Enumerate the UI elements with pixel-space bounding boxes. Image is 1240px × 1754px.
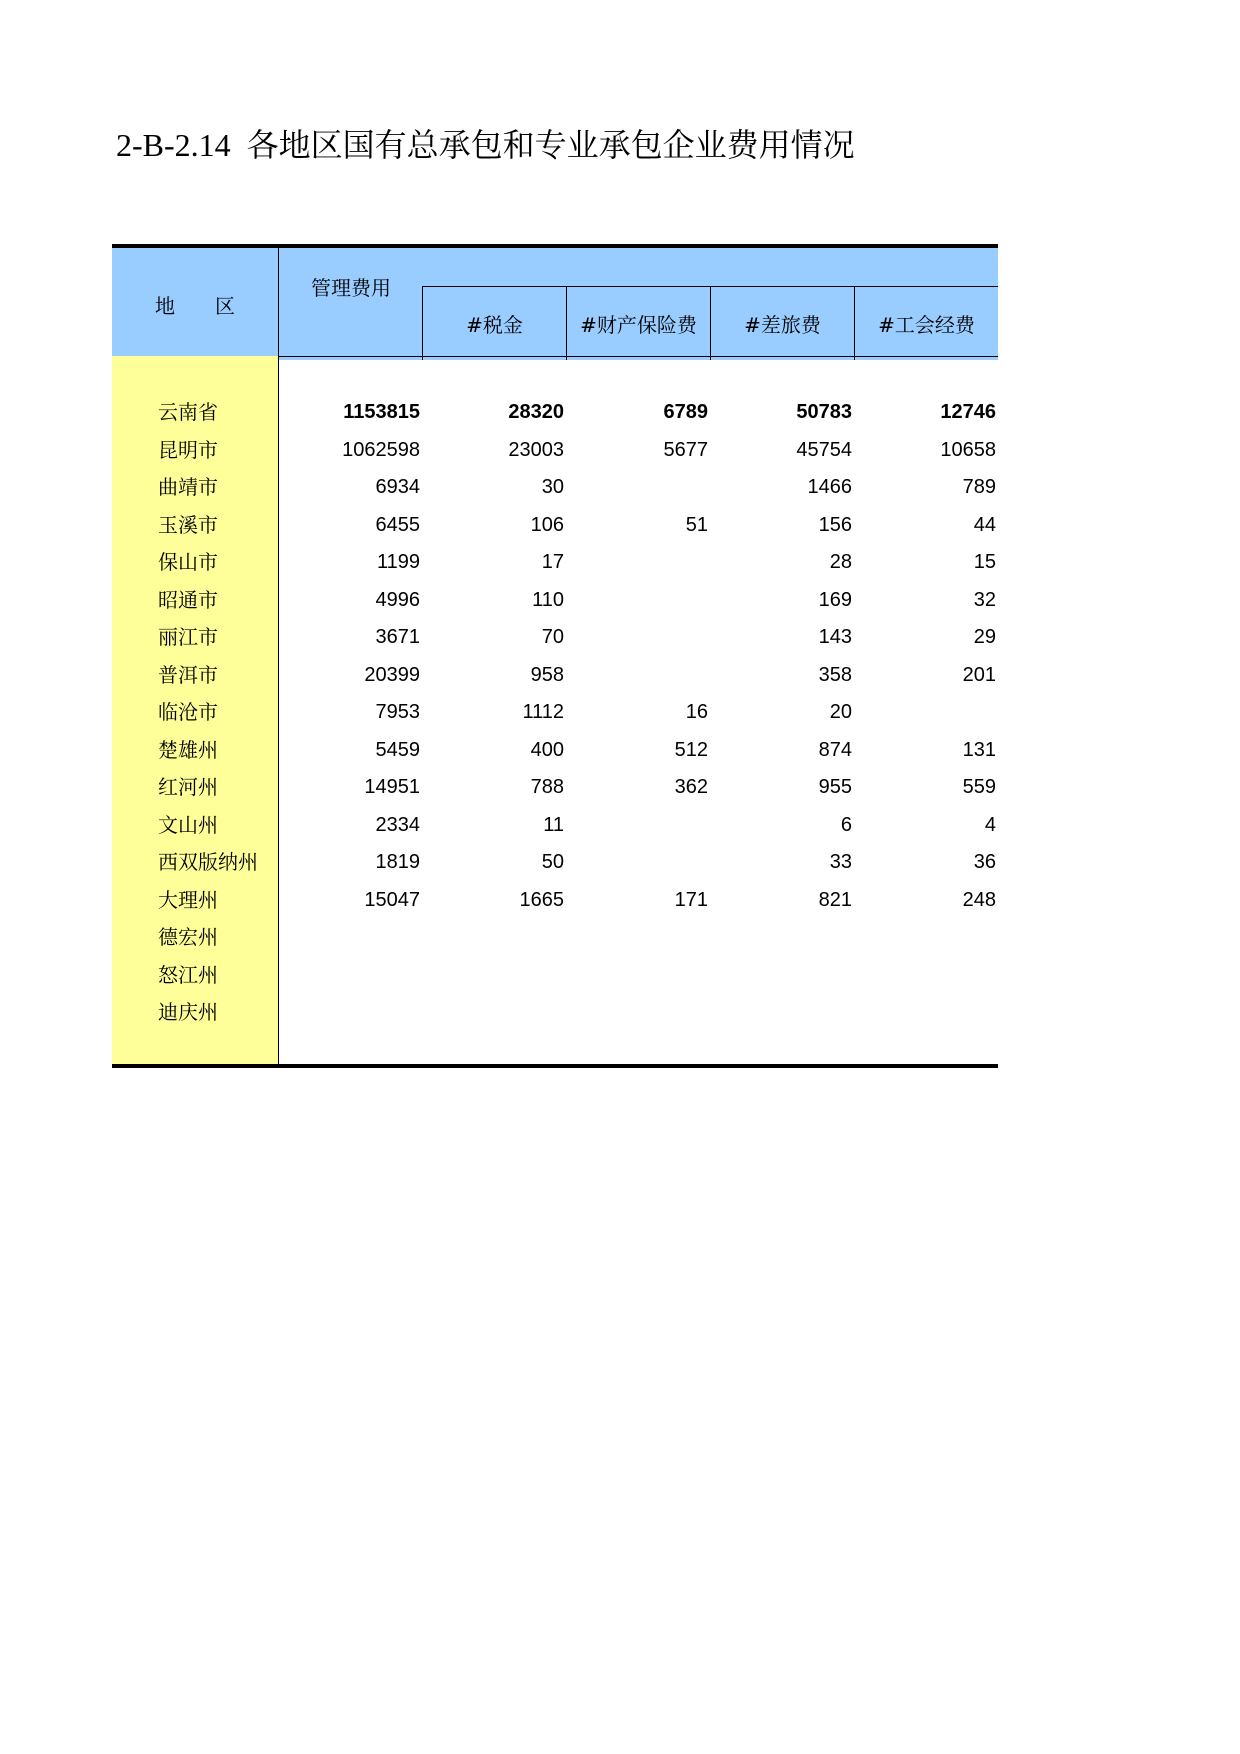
- row-value: 44: [973, 513, 996, 536]
- row-region: 普洱市: [158, 662, 218, 687]
- row-value: 23003: [508, 438, 564, 461]
- table-row: [112, 544, 998, 581]
- row-region: 昭通市: [158, 587, 218, 612]
- table-row: [112, 582, 998, 619]
- header-region: 地 区: [155, 293, 235, 318]
- row-value: 1466: [807, 476, 852, 498]
- table-row: [112, 882, 998, 919]
- row-region: 德宏州: [158, 925, 218, 949]
- table-row: [112, 957, 998, 994]
- row-region: 红河州: [158, 775, 218, 799]
- row-value: 5459: [375, 738, 420, 761]
- row-value: [568, 582, 708, 619]
- row-value: 958: [530, 663, 564, 686]
- row-value: 955: [818, 776, 852, 798]
- row-region: 楚雄州: [158, 737, 218, 762]
- table-row: [112, 432, 998, 469]
- table-row: [112, 619, 998, 656]
- table-row: [112, 844, 998, 881]
- table-header: [112, 244, 998, 360]
- row-value: [856, 919, 996, 956]
- table-row: [112, 469, 998, 506]
- row-value: 17: [541, 551, 564, 573]
- row-value: 6455: [375, 513, 420, 536]
- table-row: [112, 994, 998, 1031]
- row-value: 29: [973, 626, 996, 648]
- row-value: 20399: [364, 663, 420, 686]
- row-value: 156: [818, 513, 852, 536]
- row-value: [856, 994, 996, 1031]
- row-region: 怒江州: [158, 962, 218, 987]
- row-value: 3671: [375, 626, 420, 648]
- row-value: 874: [818, 738, 852, 761]
- row-value: 4: [984, 813, 996, 836]
- table-code: 2-B-2.14: [116, 127, 231, 163]
- row-value: 2334: [375, 813, 420, 836]
- row-value: [568, 807, 708, 844]
- row-value: [568, 844, 708, 881]
- row-value: 4996: [375, 588, 420, 611]
- row-value: [568, 994, 708, 1031]
- row-value: [568, 469, 708, 506]
- row-region: 临沧市: [158, 700, 218, 724]
- row-value: 1062598: [342, 438, 420, 461]
- row-value: 358: [818, 663, 852, 686]
- row-value: 169: [818, 588, 852, 611]
- row-region: 昆明市: [158, 437, 218, 462]
- page-title: [116, 120, 855, 170]
- row-value: [712, 957, 852, 994]
- row-region: 西双版纳州: [158, 850, 258, 874]
- row-value: 32: [973, 588, 996, 611]
- row-value: 10658: [940, 438, 996, 461]
- row-value: 36: [973, 851, 996, 873]
- row-region: 云南省: [158, 400, 218, 424]
- row-value: 1153815: [343, 401, 420, 423]
- row-value: 400: [530, 738, 564, 761]
- row-value: 1112: [522, 701, 564, 723]
- row-value: 1199: [376, 551, 420, 573]
- row-value: [280, 957, 420, 994]
- row-value: 248: [962, 888, 996, 911]
- row-value: 821: [818, 888, 852, 911]
- row-value: 12746: [940, 401, 996, 423]
- row-value: 28: [829, 551, 852, 573]
- row-value: [280, 919, 420, 956]
- table-row: [112, 769, 998, 806]
- row-value: [568, 657, 708, 694]
- table-title-text: 各地区国有总承包和专业承包企业费用情况: [246, 126, 855, 164]
- row-value: 51: [685, 513, 708, 536]
- row-region: 丽江市: [158, 625, 218, 649]
- table-row: [112, 732, 998, 769]
- row-value: [712, 919, 852, 956]
- row-region: 迪庆州: [158, 1000, 218, 1024]
- row-region: 文山州: [158, 812, 218, 837]
- row-value: [568, 919, 708, 956]
- row-value: 110: [532, 588, 564, 611]
- row-value: 789: [962, 476, 996, 498]
- row-region: 保山市: [158, 550, 218, 574]
- table-body: [112, 356, 998, 1064]
- header-property-insurance: #财产保险费: [566, 286, 710, 360]
- row-value: 15: [973, 551, 996, 573]
- table-bottom-border: [112, 1064, 998, 1068]
- row-value: 106: [530, 513, 564, 536]
- row-value: 16: [685, 701, 708, 723]
- row-value: 6789: [663, 401, 708, 423]
- header-tax: #税金: [422, 286, 566, 360]
- row-value: 50783: [796, 401, 852, 423]
- row-value: [856, 694, 996, 731]
- table-row: [112, 507, 998, 544]
- row-value: 143: [818, 626, 852, 648]
- table-row: [112, 694, 998, 731]
- row-value: 14951: [364, 776, 420, 798]
- row-value: 171: [674, 888, 708, 911]
- row-region: 大理州: [158, 887, 218, 912]
- table-row: [112, 919, 998, 956]
- row-value: 28320: [508, 401, 564, 423]
- row-value: 70: [541, 626, 564, 648]
- row-value: 131: [962, 738, 996, 761]
- row-value: [424, 957, 564, 994]
- row-value: 788: [530, 776, 564, 798]
- row-region: 曲靖市: [158, 475, 218, 499]
- header-union-fee: #工会经费: [854, 286, 998, 360]
- row-value: 45754: [796, 438, 852, 461]
- row-value: [568, 619, 708, 656]
- row-value: 6: [840, 813, 852, 836]
- row-value: 1665: [519, 888, 564, 911]
- row-value: [280, 994, 420, 1031]
- row-value: [712, 994, 852, 1031]
- row-value: [424, 994, 564, 1031]
- row-value: 6934: [375, 476, 420, 498]
- header-travel-expense: #差旅费: [710, 286, 854, 360]
- row-region: 玉溪市: [158, 512, 218, 537]
- table-row: [112, 394, 998, 431]
- row-value: 201: [962, 663, 996, 686]
- row-value: 20: [829, 701, 852, 723]
- table-row: [112, 807, 998, 844]
- row-value: 362: [674, 776, 708, 798]
- header-management-fee: 管理费用: [311, 275, 391, 300]
- row-value: 1819: [375, 851, 420, 873]
- row-value: [568, 957, 708, 994]
- row-value: 7953: [375, 701, 420, 723]
- row-value: 5677: [663, 438, 708, 461]
- row-value: 559: [962, 776, 996, 798]
- row-value: 50: [541, 851, 564, 873]
- row-value: 11: [543, 813, 564, 836]
- table-row: [112, 657, 998, 694]
- row-value: [424, 919, 564, 956]
- row-value: 15047: [364, 888, 420, 911]
- row-value: [856, 957, 996, 994]
- row-value: [568, 544, 708, 581]
- row-value: 30: [541, 476, 564, 498]
- row-value: 512: [674, 738, 708, 761]
- row-value: 33: [829, 851, 852, 873]
